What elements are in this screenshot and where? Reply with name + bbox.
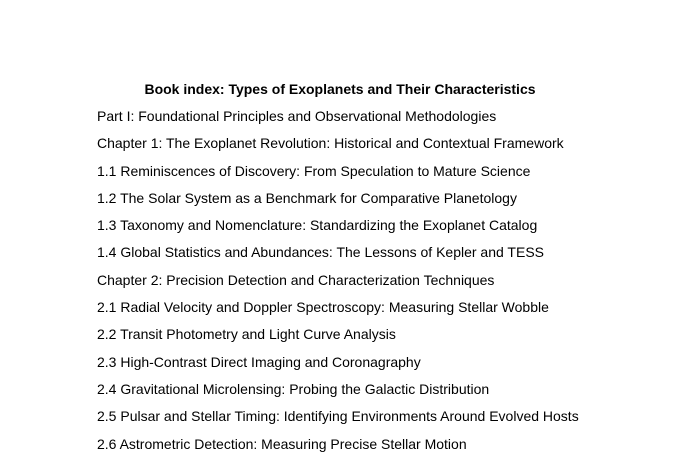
index-entry: Chapter 2: Precision Detection and Characterization Techniques [97,271,495,288]
index-entry: 1.3 Taxonomy and Nomenclature: Standardizing the Exoplanet Catalog [97,217,538,234]
index-entry: Chapter 1: The Exoplanet Revolution: Historical and Contextual Framework [97,135,564,152]
index-entry: Part I: Foundational Principles and Observational Methodologies [97,108,497,124]
index-entry: 2.4 Gravitational Microlensing: Probing the Galactic Distribution [97,380,490,397]
index-entry: 2.3 High-Contrast Direct Imaging and Coronagraphy [97,353,421,370]
index-entries [97,107,579,462]
index-entry: 2.6 Astrometric Detection: Measuring Precise Stellar Motion [97,435,467,452]
index-entry: 2.5 Pulsar and Stellar Timing: Identifying Environments Around Evolved Hosts [97,408,579,425]
index-entry: 2.1 Radial Velocity and Doppler Spectroscopy: Measuring Stellar Wobble [97,299,549,316]
index-entry: 1.2 The Solar System as a Benchmark for Comparative Planetology [97,189,517,206]
index-entry: 2.2 Transit Photometry and Light Curve Analysis [97,326,396,343]
document-title: Book index: Types of Exoplanets and Their Characteristics [144,81,536,97]
index-entry: 1.1 Reminiscences of Discovery: From Speculation to Mature Science [97,162,531,179]
index-entry: 1.4 Global Statistics and Abundances: The Lessons of Kepler and TESS [97,244,544,261]
